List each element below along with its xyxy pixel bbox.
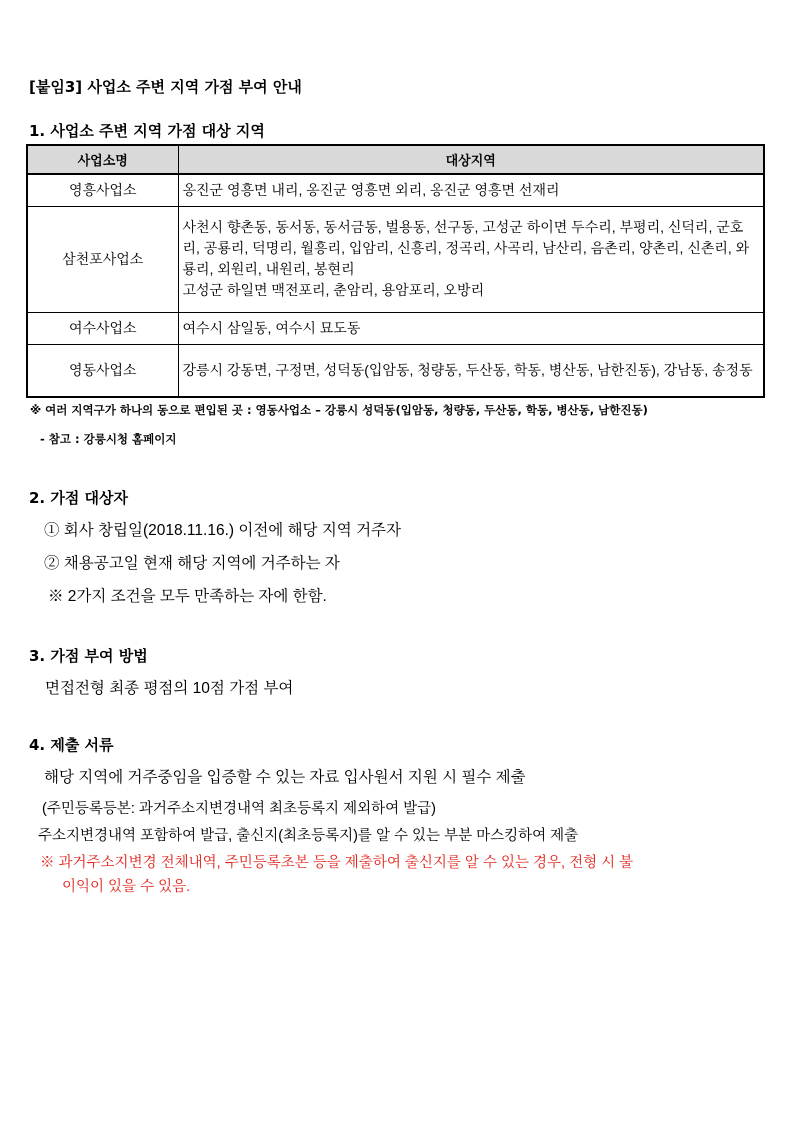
target-areas (178, 206, 764, 312)
area-text: 사천시 향촌동, 동서동, 동서금동, 벌용동, 선구동, 고성군 하이면 두수리, 부평리, 신덕리, 군호리, 공룡리, 덕명리, 월흥리, 입암리, 신흥리, 정곡리, 사곡리, 남산리, 음촌리, 양촌리, 신촌리, 와룡리, 외원리, 내원리, 봉현리 (182, 219, 750, 277)
table-row (27, 344, 764, 397)
documents-line-1: 해당 지역에 거주중임을 입증할 수 있는 자료 입사원서 지원 시 필수 제출 (44, 769, 526, 786)
warning-line-2: 이익이 있을 수 있음. (62, 879, 191, 895)
area-text: 여수시 삼일동, 여수시 묘도동 (182, 319, 361, 336)
area-text: 옹진군 영흥면 내리, 옹진군 영흥면 외리, 옹진군 영흥면 선재리 (182, 181, 560, 198)
condition-item-1: ① 회사 창립일(2018.11.16.) 이전에 해당 지역 거주자 (44, 522, 401, 539)
section1-heading: 1. 사업소 주변 지역 가점 대상 지역 (29, 122, 265, 140)
reference-note: - 참고 : 강릉시청 홈페이지 (40, 432, 177, 446)
area-text: 강릉시 강동면, 구정면, 성덕동(입암동, 청량동, 두산동, 학동, 병산동, 남한진동), 강남동, 송정동 (182, 361, 753, 378)
header-office: 사업소명 (27, 145, 178, 174)
condition-note: ※ 2가지 조건을 모두 만족하는 자에 한함. (48, 588, 327, 605)
documents-line-2: (주민등록등본: 과거주소지변경내역 최초등록지 제외하여 발급) (42, 801, 436, 817)
target-areas (178, 174, 764, 206)
documents-line-3: 주소지변경내역 포함하여 발급, 출신지(최초등록지)를 알 수 있는 부분 마스킹하여 제출 (38, 828, 579, 844)
office-name: 영흥사업소 (27, 174, 178, 206)
target-region-table (26, 144, 765, 398)
target-areas (178, 312, 764, 344)
section2-heading: 2. 가점 대상자 (29, 489, 129, 507)
warning-line-1: ※ 과거주소지변경 전체내역, 주민등록초본 등을 제출하여 출신지를 알 수 있는 경우, 전형 시 불 (40, 855, 634, 871)
office-name: 여수사업소 (27, 312, 178, 344)
section3-heading: 3. 가점 부여 방법 (29, 647, 148, 665)
header-areas: 대상지역 (178, 145, 764, 174)
area-text: 고성군 하일면 맥전포리, 춘암리, 용암포리, 오방리 (182, 282, 485, 298)
target-areas (178, 344, 764, 397)
document-title: [붙임3] 사업소 주변 지역 가점 부여 안내 (29, 78, 302, 96)
table-note: ※ 여러 지역구가 하나의 동으로 편입된 곳 : 영동사업소 – 강릉시 성덕동(입암동, 청량동, 두산동, 학동, 병산동, 남한진동) (30, 403, 648, 417)
table-header-row (27, 145, 764, 174)
office-name: 삼천포사업소 (27, 206, 178, 312)
table-row (27, 312, 764, 344)
table-row (27, 206, 764, 312)
table-row (27, 174, 764, 206)
section4-heading: 4. 제출 서류 (29, 736, 114, 754)
condition-item-2: ② 채용공고일 현재 해당 지역에 거주하는 자 (44, 555, 340, 572)
office-name: 영동사업소 (27, 344, 178, 397)
method-text: 면접전형 최종 평점의 10점 가점 부여 (45, 680, 294, 697)
